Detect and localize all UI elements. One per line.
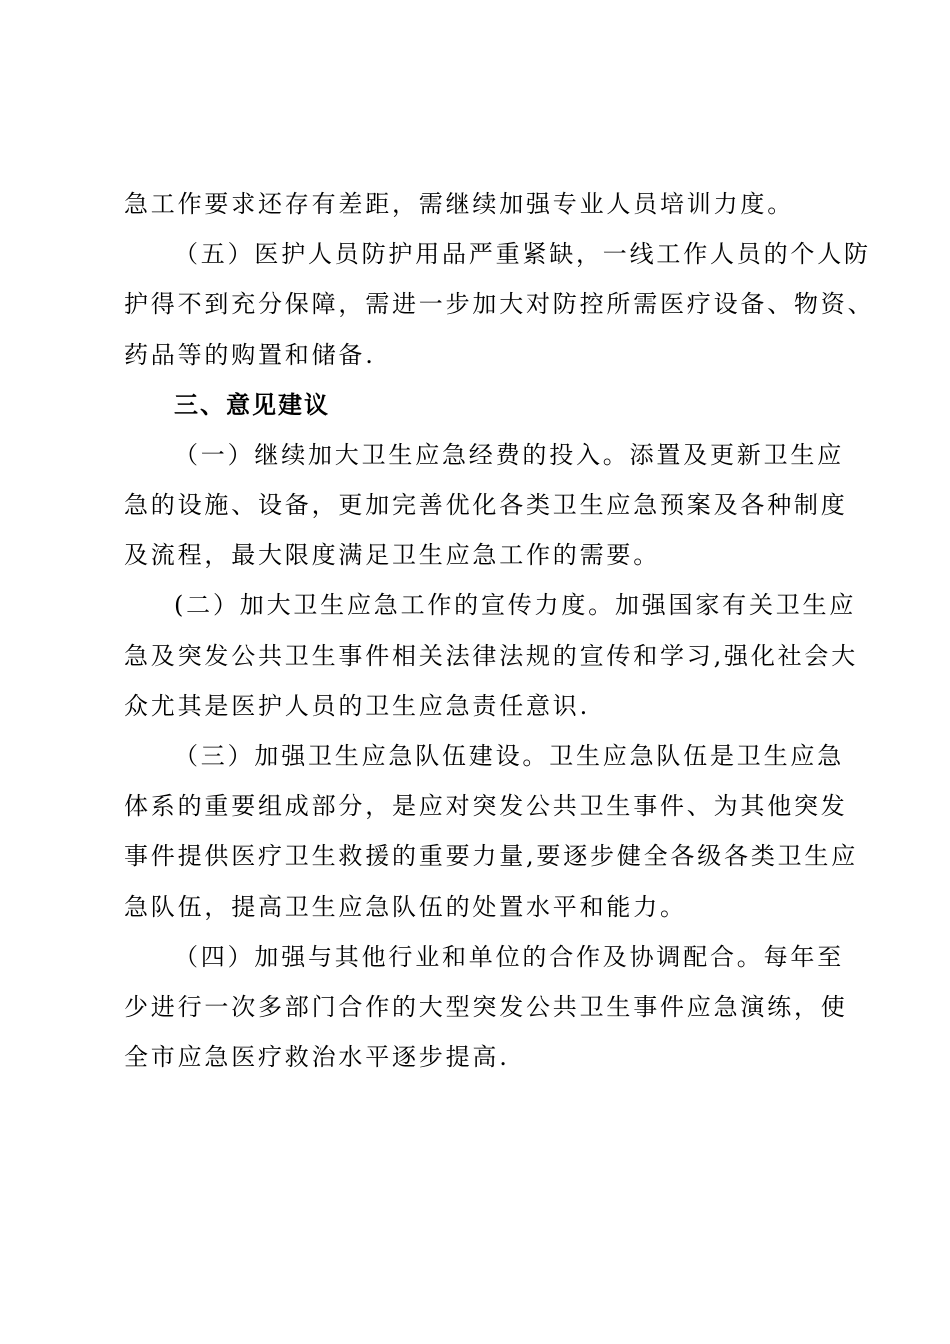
paragraph-first-line: （五）医护人员防护用品严重紧缺，一线工作人员的个人防 (174, 240, 871, 268)
section-heading: 三、意见建议 (174, 390, 330, 419)
body-line: 体系的重要组成部分，是应对突发公共卫生事件、为其他突发 (124, 792, 848, 820)
paragraph-first-line: （一）继续加大卫生应急经费的投入。添置及更新卫生应 (174, 441, 844, 469)
body-line: 少进行一次多部门合作的大型突发公共卫生事件应急演练，使 (124, 993, 848, 1021)
body-line: 及流程，最大限度满足卫生应急工作的需要。 (124, 541, 660, 569)
body-line: 事件提供医疗卫生救援的重要力量,要逐步健全各级各类卫生应 (124, 842, 859, 870)
paragraph-first-line: （三）加强卫生应急队伍建设。卫生应急队伍是卫生应急 (174, 742, 844, 770)
body-line: 急的设施、设备，更加完善优化各类卫生应急预案及各种制度 (124, 491, 848, 519)
body-line: 急工作要求还存有差距，需继续加强专业人员培训力度。 (124, 190, 794, 218)
body-line: 急及突发公共卫生事件相关法律法规的宣传和学习,强化社会大 (124, 642, 859, 670)
body-line: 急队伍，提高卫生应急队伍的处置水平和能力。 (124, 893, 687, 921)
body-line: 护得不到充分保障，需进一步加大对防控所需医疗设备、物资、 (124, 290, 875, 318)
body-line: 全市应急医疗救治水平逐步提高. (124, 1043, 510, 1071)
paragraph-first-line: (二）加大卫生应急工作的宣传力度。加强国家有关卫生应 (174, 591, 857, 619)
body-line: 药品等的购置和储备. (124, 341, 376, 369)
paragraph-first-line: （四）加强与其他行业和单位的合作及协调配合。每年至 (174, 943, 844, 971)
body-line: 众尤其是医护人员的卫生应急责任意识. (124, 692, 591, 720)
